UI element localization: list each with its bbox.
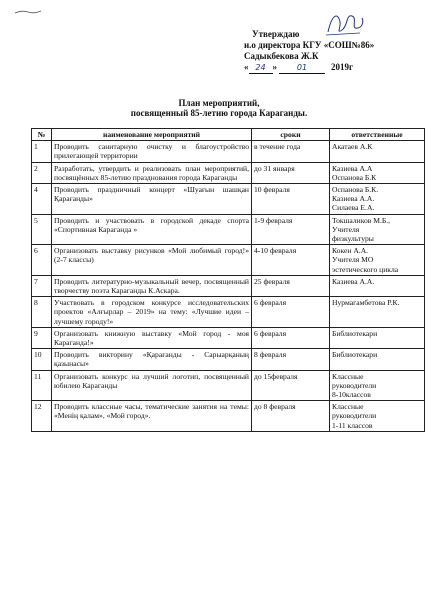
row-responsible	[330, 275, 425, 296]
row-term: 6 февраля	[252, 297, 330, 328]
row-responsible	[330, 327, 425, 348]
date-day: 24	[249, 62, 273, 74]
table-header-row	[32, 129, 425, 141]
row-event: Проводить викторину «Қарағанды - Сарыарқаның қазынасы»	[52, 349, 252, 370]
table-row	[32, 275, 425, 296]
approval-title: Утверждаю	[252, 29, 300, 39]
date-quote-close: »	[272, 62, 277, 72]
row-responsible	[330, 370, 425, 401]
row-event: Организовать выставку рисунков «Мой любимый город!» (2-7 классы)	[52, 245, 252, 276]
responsible-person: Учителя	[332, 224, 360, 234]
row-event: Проводить литературно-музыкальный вечер, посвященный творчеству поэта Караганды К.Аскара.	[52, 275, 252, 296]
date-year: 2019г	[331, 62, 354, 72]
responsible-person: Кокен А.А.	[332, 246, 369, 256]
responsible-person: Оспанова Б.К.	[332, 185, 379, 195]
table-row	[32, 141, 425, 162]
table-row	[32, 370, 425, 401]
row-responsible	[330, 162, 425, 183]
row-number: 6	[32, 245, 52, 276]
table-row	[32, 401, 425, 432]
row-responsible	[330, 349, 425, 370]
row-term: до 15февраля	[252, 370, 330, 401]
responsible-person: Токшаликов М.Б.,	[332, 215, 391, 225]
responsible-person: Казиева А.А	[332, 163, 373, 173]
responsible-person: Оспанова Б.К	[332, 172, 377, 182]
document-title: План мероприятий,	[178, 98, 260, 108]
date-quote-open: «	[244, 62, 249, 72]
responsible-person: Казиева А.А.	[332, 194, 375, 204]
row-event: Организовать книжную выставку «Мой город - моя Караганда!»	[52, 327, 252, 348]
row-term: в течение года	[252, 141, 330, 162]
row-event: Проводить санитарную очистку и благоустройство прилегающей территории	[52, 141, 252, 162]
row-number: 8	[32, 297, 52, 328]
row-term: до 8 февраля	[252, 401, 330, 432]
row-term: 10 февраля	[252, 184, 330, 215]
row-term: 1-9 февраля	[252, 214, 330, 245]
responsible-person: Акатаев А.К	[332, 142, 373, 152]
table-row	[32, 297, 425, 328]
date-month: 01	[279, 62, 325, 74]
row-number: 11	[32, 370, 52, 401]
responsible-person: Казиева А.А.	[332, 276, 375, 286]
row-responsible	[330, 297, 425, 328]
row-term: 6 февраля	[252, 327, 330, 348]
row-number: 10	[32, 349, 52, 370]
responsible-person: Силаева Е.А.	[332, 203, 375, 213]
responsible-person: Библиотекари	[332, 328, 378, 338]
responsible-person: эстетического цикла	[332, 264, 399, 274]
table-row	[32, 245, 425, 276]
row-responsible	[330, 245, 425, 276]
row-number: 2	[32, 162, 52, 183]
approval-block	[244, 29, 424, 74]
row-number: 4	[32, 184, 52, 215]
header-term: сроки	[252, 129, 330, 141]
row-event: Разработать, утвердить и реализовать план мероприятий, посвящённых 85-летию празднования города Караганды	[52, 162, 252, 183]
responsible-person: Нурмагамбетова Р.К.	[332, 298, 400, 308]
row-event: Проводить праздничный концерт «Шуағын шашқан Қарағанды»	[52, 184, 252, 215]
header-number: №	[32, 129, 52, 141]
row-number: 5	[32, 214, 52, 245]
row-responsible	[330, 401, 425, 432]
header-responsible: ответственные	[330, 129, 425, 141]
row-responsible	[330, 184, 425, 215]
row-term: 4-10 февраля	[252, 245, 330, 276]
responsible-person: Учителя МО	[332, 255, 374, 265]
responsible-person: Библиотекари	[332, 350, 378, 360]
row-number: 7	[32, 275, 52, 296]
responsible-person: руководители	[332, 411, 377, 421]
approval-position: и.о директора КГУ «СОШ№86»	[244, 40, 375, 50]
row-term: 8 февраля	[252, 349, 330, 370]
table-row	[32, 162, 425, 183]
approval-date	[244, 62, 424, 74]
row-event: Организовать конкурс на лучший логотип, посвященный юбилею Караганды	[52, 370, 252, 401]
responsible-person: Классные	[332, 402, 364, 412]
row-term: до 31 января	[252, 162, 330, 183]
approval-name: Садыкбекова Ж.К	[244, 51, 319, 61]
header-event: наименование мероприятий	[52, 129, 252, 141]
responsible-person: Классные	[332, 371, 364, 381]
row-number: 12	[32, 401, 52, 432]
events-table	[31, 128, 425, 432]
responsible-person: физкультуры	[332, 234, 374, 244]
responsible-person: 8-10классов	[332, 390, 371, 400]
table-row	[32, 327, 425, 348]
table-row	[32, 214, 425, 245]
row-responsible	[330, 214, 425, 245]
responsible-person: 1-11 классов	[332, 420, 373, 430]
document-subtitle: посвященный 85-летию города Караганды.	[130, 108, 308, 118]
responsible-person: руководители	[332, 380, 377, 390]
row-responsible	[330, 141, 425, 162]
row-term: 25 февраля	[252, 275, 330, 296]
table-row	[32, 184, 425, 215]
scan-mark-icon	[14, 8, 42, 16]
row-event: Участвовать в городском конкурсе исследовательских проектов «Алғырлар – 2019» на тему: «Лучшие идеи – лучшему городу!»	[52, 297, 252, 328]
row-event: Проводить и участвовать в городской декаде спорта «Спортивная Караганда »	[52, 214, 252, 245]
row-number: 1	[32, 141, 52, 162]
row-event: Проводить классные часы, тематические занятия на темы: «Менің қалам», «Мой город».	[52, 401, 252, 432]
row-number: 9	[32, 327, 52, 348]
table-row	[32, 349, 425, 370]
